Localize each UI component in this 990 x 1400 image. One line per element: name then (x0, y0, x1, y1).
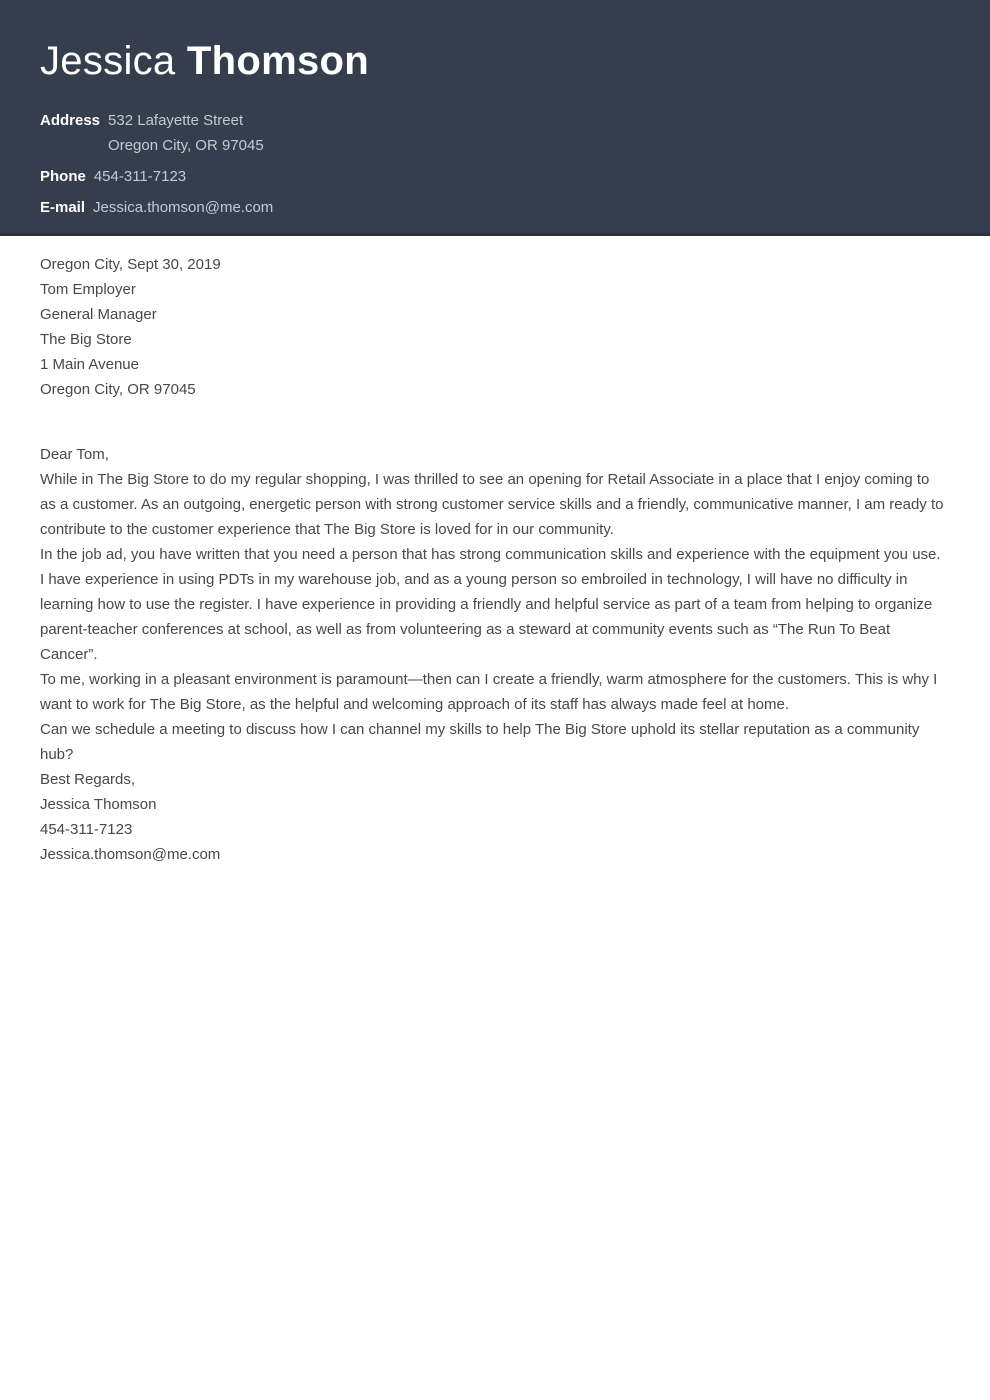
applicant-first-name: Jessica (40, 39, 176, 83)
applicant-name (40, 0, 948, 81)
applicant-last-name: Thomson (186, 39, 369, 83)
email-value: Jessica.thomson@me.com (93, 199, 274, 216)
date-line: Oregon City, Sept 30, 2019 (40, 256, 221, 273)
signature-phone: 454-311-7123 (40, 821, 133, 838)
recipient-block (40, 277, 948, 402)
address-label: Address (40, 112, 101, 129)
letter-body (0, 236, 990, 867)
recipient-company: The Big Store (40, 331, 132, 348)
paragraph-1: While in The Big Store to do my regular shopping, I was thrilled to see an opening for Retail Associate in a place that I enjoy coming to as a customer. As an outgoing, energetic person with strong customer service skills and a friendly, communicative manner, I am ready to contribute to the customer experience that The Big Store is loved for in our community. (40, 471, 944, 538)
paragraph-4: Can we schedule a meeting to discuss how I can channel my skills to help The Big Store uphold its stellar reputation as a community hub? (40, 721, 920, 763)
header-band (0, 0, 990, 236)
paragraph-3: To me, working in a pleasant environment is paramount—then can I create a friendly, warm atmosphere for the customers. This is why I want to work for The Big Store, as the helpful and welcoming approach of its staff has always made feel at home. (40, 671, 938, 713)
signature-name: Jessica Thomson (40, 796, 157, 813)
contact-row-address (40, 108, 948, 158)
salutation: Dear Tom, (40, 446, 109, 463)
closing-line: Best Regards, (40, 771, 136, 788)
phone-label: Phone (40, 168, 86, 185)
paragraph-2: In the job ad, you have written that you need a person that has strong communication skills and experience with the equipment you use. I have experience in using PDTs in my warehouse job, and as a young person so embroiled in technology, I will have no difficulty in learning how to use the register. I have experience in providing a friendly and helpful service as part of a team from helping to organize parent-teacher conferences at school, as well as from volunteering as a steward at community events such as “The Run To Beat Cancer”. (40, 546, 941, 663)
recipient-street: 1 Main Avenue (40, 356, 139, 373)
address-line-2: Oregon City, OR 97045 (108, 137, 264, 154)
contact-row-email (40, 195, 948, 220)
contact-row-phone (40, 164, 948, 189)
address-line-1: 532 Lafayette Street (108, 112, 244, 129)
recipient-title: General Manager (40, 306, 157, 323)
phone-value: 454-311-7123 (93, 168, 187, 185)
address-value (108, 108, 264, 158)
email-label: E-mail (40, 199, 86, 216)
contact-info (40, 108, 948, 220)
signature-email: Jessica.thomson@me.com (40, 846, 221, 863)
signature-block (40, 792, 948, 867)
recipient-name: Tom Employer (40, 281, 136, 298)
recipient-city: Oregon City, OR 97045 (40, 381, 196, 398)
